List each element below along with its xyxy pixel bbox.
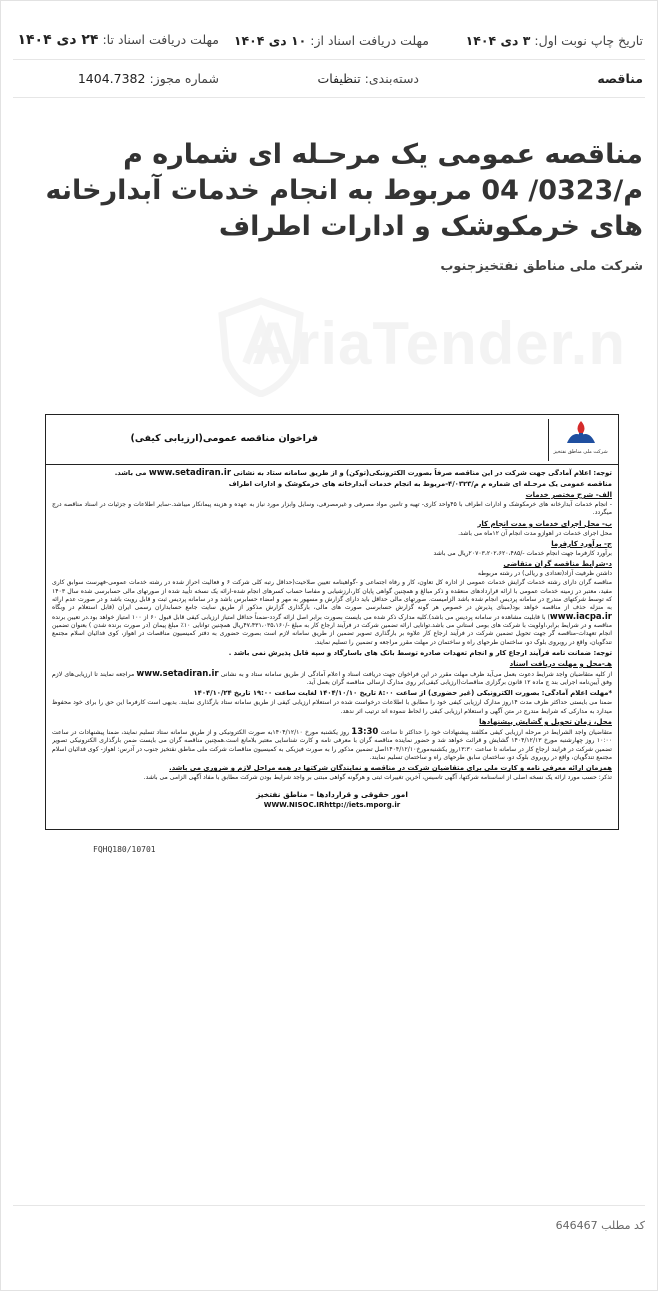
permit-number: شماره مجوز: 1404.7382 xyxy=(77,70,219,86)
doc-paragraph: تذکر: حسب مورد ارائه یک نسخه اصلی از اساسنامه شرکتها، آگهی تاسیس، آخرین تغییرات ثبتی و هرگونه گواهی مبتنی بر واجد شرایط بودن شرکت مطابق با مفاد آگهی الزامی می باشد. xyxy=(143,774,612,782)
doc-section-heading: محل، زمان تحویل و گشایش پیشنهادها xyxy=(479,718,612,727)
watermark-shield-icon xyxy=(216,297,306,397)
tender-title: مناقصه عمومی یک مرحـله ای شماره م م/0323/ 04 مربوط به انجام خدمات آبدارخانه های خرمکوشک و ادارات اطراف xyxy=(45,139,643,242)
doc-note: توجه: اعلام آمادگی جهت شرکت در این مناقصه صرفاً بصورت الکترونیکی(توکن) و از طریق سامانه ستاد به نشانی www.setadiran.ir می باشد. xyxy=(114,468,612,478)
doc-signature: امور حقوقی و قراردادها – مناطق نفتخیز xyxy=(256,789,408,799)
divider xyxy=(13,1205,645,1206)
receive-to: مهلت دریافت اسناد تا: ۲۴ دی ۱۴۰۴ xyxy=(17,32,219,48)
doc-paragraph: مناقصه گران دارای رشته خدمات گرایش خدمات عمومی از اداره کل تعاون، کار و رفاه اجتماعی و -گواهینامه تعیین صلاحیت(حداقل رتبه کلی شرکت ۶ و فعالیت احراز شده در رشته خدمات عمومی-فهرست سوابق کاری مفید، معتبر در زمینه خدمات عمومی با ارائه قراردادهای منعقده و ذکر مبالغ و همچنین گواهی پایان کار،ارزشیابی و مفاصا حساب کسرهای انجام شده-ارائه یک نسخه تأیید شده از صورتهای مالی حسابرسی شده سال ۱۴۰۳ که توسط شرکتهای مندرج در سامانه پردیس انجام شده باشد الزامیست. صورتهای مالی حداقل باید دارای گزارش و مسهور به مهر و امضاء حسابرس باشد و در سامانه پردیس ثبت و قابل رویت باشد و در صورت عدم ارائه به منزله حذف از مناقصه خواهد بود(مبنای پذیرش در خصوص هر گونه گزارش حسابرسی صورت های مالی، بارگذاری گزارش مذکور از طریق سایت جامع حسابداران رسمی ایران (قابل استعلام در وبگاه www.iacpa.ir) با قابلیت مشاهده در سامانه پردیس می باشد).کلیه مدارک ذکر شده می بایست بصورت برابر اصل ارائه گردد-ضمناً حداقل امتیاز ارزیابی کیفی قابل قبول ۶۰ از ۱۰۰ امتیاز خواهد بود.در تعیین برنده مناقصه و در شرایط برابر،اولویت با شرکت های بومی استانی می باشد.توانایی ارائه تضمین شرکت در فرآیند ارجاع کار به مبلغ -/۴۷،۴۳۱،۰۳۵،۱۶۰ریال همچنین توانایی ۱۰٪ مبلغ پیمان (در صورت برنده شدن ) بعنوان تضمین انجام تعهدات-مناقصه گر جهت تحویل تضمین شرکت در فرآیند ارجاع کار علاوه بر بارگذاری تصویر تضمین از طریق سامانه لازم است بصورت حضوری به دفتر کمیسیون مناقصات در اهواز، کوی فدائیان اسلام مجتمع تندگویان، واقع در روبروی بلوک دو، ساختمان طرحهای راه و ساختمان در مهلت مقرر مراجعه و تضمین را تسلیم نمایند. xyxy=(52,579,612,646)
doc-section-heading: هـ-محل و مهلت دریافت اسناد xyxy=(509,659,612,668)
doc-section-heading: د-شرایط مناقصه گران متقاضی xyxy=(503,560,612,569)
category: دسته‌بندی: تنظیفات xyxy=(317,70,419,86)
print-date: تاریخ چاپ نوبت اول: ۳ دی ۱۴۰۴ xyxy=(465,32,643,48)
doc-paragraph: محل اجرای خدمات در اهوازو مدت انجام آن ۱۲ماه می باشد. xyxy=(458,529,612,537)
doc-note: همزمان ارائه معرفی نامه و کارت ملی برای متقاضیان شرکت در مناقصه و نمایندگان شرکتها در همه مراحل لازم و ضروری می باشد. xyxy=(169,764,612,773)
dates-row xyxy=(1,21,657,59)
info-row xyxy=(1,59,657,97)
article-code: کد مطلب 646467 xyxy=(555,1219,645,1232)
title-block xyxy=(19,137,643,245)
tender-type-badge: مناقصه xyxy=(597,70,643,86)
doc-paragraph: - انجام خدمات آبدارخانه های خرمکوشک و ادارات اطراف با ۴۵واحد کاری- تهیه و تامین مواد مصرفی و غیرمصرفی، وسایل وابزار مورد نیاز به عهده و هزینه پیمانکار میباشد.-سایر اطلاعات و جزئیات در اسناد مناقصه درج میگردد. xyxy=(52,501,612,517)
doc-section-heading: ب- محل اجرای خدمات و مدت انجام کار xyxy=(477,519,612,528)
doc-section-heading: الف- شرح مختصر خدمات xyxy=(525,491,612,499)
doc-paragraph: *مهلت اعلام آمادگی: بصورت الکترونیکی (غیر حضوری) از ساعت ۸:۰۰ تاریخ ۱۴۰۴/۱۰/۱۰ لغایت ساعت ۱۹:۰۰ تاریخ ۱۴۰۴/۱۰/۲۴ xyxy=(193,689,612,698)
watermark-text: AriaTender.n xyxy=(251,310,626,377)
watermark xyxy=(166,291,658,401)
doc-note: توجه: ضمانت نامه فرآیند ارجاع کار و انجام تعهدات صادره توسط بانک های باسارگاد و سپه قابل پذیرش نمی باشد . xyxy=(228,648,612,657)
doc-reference-code: FQHQ180/10701 xyxy=(93,845,156,854)
doc-paragraph: برآورد کارفرما جهت انجام خدمات -/۲۰۷۰۳،۲۰۲،۶۲۰،۴۸۵ریال می باشد xyxy=(433,549,612,557)
nioc-logo-icon xyxy=(564,419,598,445)
doc-intro: مناقصه عمومی یک مرحـله ای شماره م م/۴/۰۳۲۳-مربوط به انجام خدمات آبدارخانه های خرمکوشک و ادارات اطراف xyxy=(228,480,612,488)
doc-paragraph: از کلیه متقاضیان واجد شرایط دعوت بعمل می‌آید ظرف مهلت مقرر در این فراخوان جهت دریافت اسناد و اعلام آمادگی از طریق سامانه ستاد و به نشانی www.setadiran.ir مراجعه نمایند تا ارزیابی‌های لازم وفق آیین‌نامه اجرایی بند ج ماده ۱۲ قانون برگزاری مناقصات(ارزیابی کیفی)بر روی مدارک ارسالی مناقصه گران بعمل آید. xyxy=(52,668,612,687)
divider xyxy=(13,97,645,98)
doc-body xyxy=(52,468,612,823)
doc-paragraph: ضمنا می بایستی حداکثر ظرف مدت ۱۴روز مدارک ارزیابی کیفی خود را مطابق با اطلاعات درخواست شده در استعلام ارزیابی کیفی از طریق سامانه ستاد بارگذاری نمایند. بدیهی است کارفرما این حق را برای خود محفوظ میدارد به مدارکی که شرایط مندرج در متن آگهی و استعلام ارزیابی کیفی را لحاظ ننموده اند ترتیب اثر ندهد. xyxy=(52,699,612,715)
doc-signature-sites: WWW.NISOC.IRhttp://iets.mporg.ir xyxy=(263,800,401,809)
logo-caption: شرکت ملی مناطق نفتخیز xyxy=(553,449,608,455)
scanned-document xyxy=(45,414,619,830)
doc-paragraph: داشتن ظرفیت آزاد(تعدادی و ریالی) در رشته مربوطه xyxy=(477,570,612,578)
receive-from: مهلت دریافت اسناد از: ۱۰ دی ۱۴۰۴ xyxy=(233,32,429,48)
doc-header-title: فراخوان مناقصه عمومی(ارزیابی کیفی) xyxy=(130,433,318,444)
doc-header xyxy=(46,415,618,465)
organization-name: شرکت ملی مناطق نفتخیزجنوب xyxy=(440,259,643,274)
doc-section-heading: ج- برآورد کارفرما xyxy=(551,539,612,548)
doc-paragraph: متقاضیان واجد الشرایط در مرحله ارزیابی کیفی مکلفند پیشنهادات خود را حداکثر تا ساعت 13:30 روز یکشنبه مورخ ۱۴۰۴/۱۲/۱۰به صورت الکترونیکی و از طریق سامانه ستاد تسلیم نمایند، ضمنا پیشنهادات در ساعت ۱۰:۰۰ روز چهارشنبه مورخ ۱۴۰۴/۱۲/۱۳ گشایش و قرائت خواهد شد و حضور نماینده مناقصه گران با معرفی نامه و کارت شناسایی معتبر بلامانع است.همچنین مناقصه گران می بایست ضمن بارگذاری الکترونیکی تصویر تضمین شرکت در فرایند ارجاع کار در سامانه تا ساعت ۱۳:۳۰روز یکشنبه‌مورخ۱۴۰۴/۱۲/۱۰اصل تضمین مذکور را به صورت فیزیکی به کمیسیون مناقصات شرکت ملی مناطق نفتخیز جنوب در آدرس: اهواز- کوی فدائیان اسلام مجتمع تندگویان، واقع در روبروی بلوک دو، ساختمان سابق طرحهای راه و ساختمان تسلیم نمایند. xyxy=(52,727,612,761)
company-logo xyxy=(548,419,612,461)
